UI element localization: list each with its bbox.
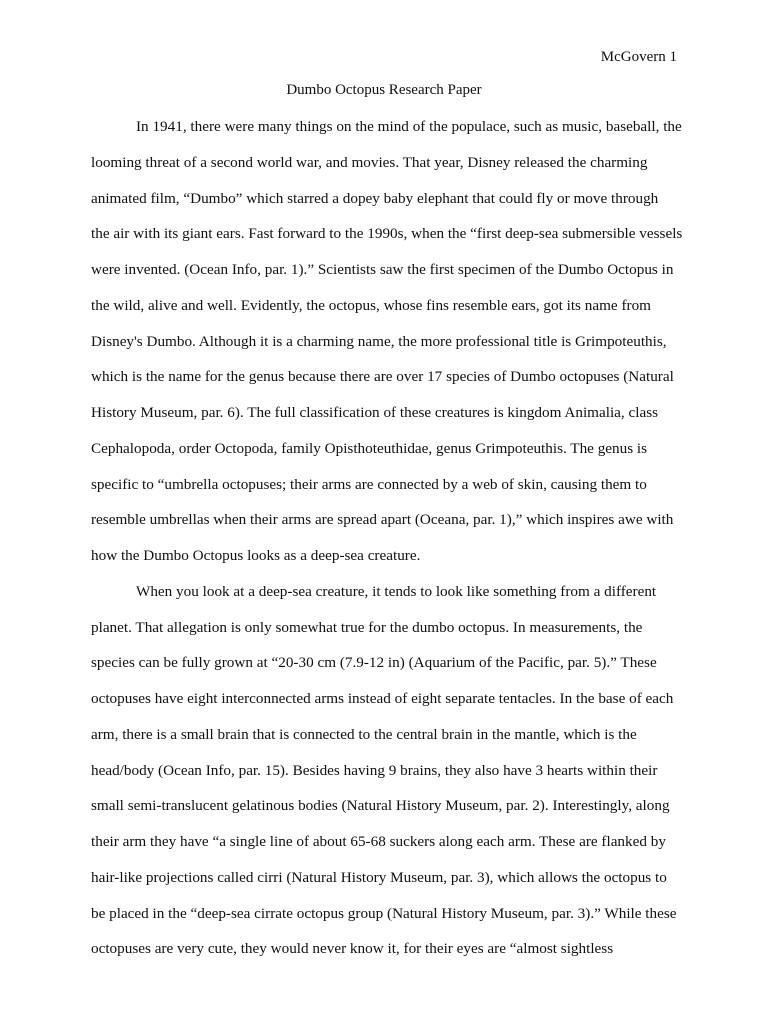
text-line: Disney's Dumbo. Although it is a charming name, the more professional title is Grimpoteuthis,: [91, 332, 667, 350]
text-line: arm, there is a small brain that is connected to the central brain in the mantle, which is the: [91, 725, 637, 743]
text-line: small semi-translucent gelatinous bodies (Natural History Museum, par. 2). Interestingly, along: [91, 797, 670, 815]
text-line: head/body (Ocean Info, par. 15). Besides having 9 brains, they also have 3 hearts within their: [91, 761, 658, 779]
text-line: Cephalopoda, order Octopoda, family Opisthoteuthidae, genus Grimpoteuthis. The genus is: [91, 439, 648, 457]
text-line: their arm they have “a single line of about 65-68 suckers along each arm. These are flanked by: [91, 833, 666, 850]
text-line: looming threat of a second world war, and movies. That year, Disney released the charming: [91, 153, 648, 171]
text-line: hair-like projections called cirri (Natural History Museum, par. 3), which allows the octopus to: [91, 868, 667, 886]
text-line: how the Dumbo Octopus looks as a deep-sea creature.: [91, 547, 421, 564]
paper-body: [91, 115, 691, 973]
text-line: species can be fully grown at “20-30 cm (7.9-12 in) (Aquarium of the Pacific, par. 5).” These: [91, 654, 657, 672]
paper-title: Dumbo Octopus Research Paper: [286, 82, 482, 98]
text-line: the air with its giant ears. Fast forward to the 1990s, when the “first deep-sea submersible vessels: [91, 225, 683, 243]
running-head: McGovern 1: [600, 49, 677, 65]
text-line: In 1941, there were many things on the mind of the populace, such as music, baseball, the: [136, 118, 682, 135]
text-line: which is the name for the genus because there are over 17 species of Dumbo octopuses (Natural: [91, 368, 674, 386]
text-line: specific to “umbrella octopuses; their arms are connected by a web of skin, causing them to: [91, 475, 647, 493]
text-line: octopuses are very cute, they would never know it, for their eyes are “almost sightless: [91, 940, 614, 958]
text-line: be placed in the “deep-sea cirrate octopus group (Natural History Museum, par. 3).” While these: [91, 904, 677, 922]
text-line: the wild, alive and well. Evidently, the octopus, whose fins resemble ears, got its name from: [91, 296, 651, 314]
text-line: When you look at a deep-sea creature, it tends to look like something from a different: [136, 582, 657, 600]
text-line: resemble umbrellas when their arms are spread apart (Oceana, par. 1),” which inspires awe with: [91, 511, 674, 529]
text-line: planet. That allegation is only somewhat true for the dumbo octopus. In measurements, the: [91, 618, 643, 636]
text-line: animated film, “Dumbo” which starred a dopey baby elephant that could fly or move through: [91, 189, 659, 207]
text-line: History Museum, par. 6). The full classification of these creatures is kingdom Animalia, class: [91, 404, 659, 421]
text-line: octopuses have eight interconnected arms instead of eight separate tentacles. In the base of each: [91, 690, 674, 707]
text-line: were invented. (Ocean Info, par. 1).” Scientists saw the first specimen of the Dumbo Octopus in: [91, 261, 674, 278]
